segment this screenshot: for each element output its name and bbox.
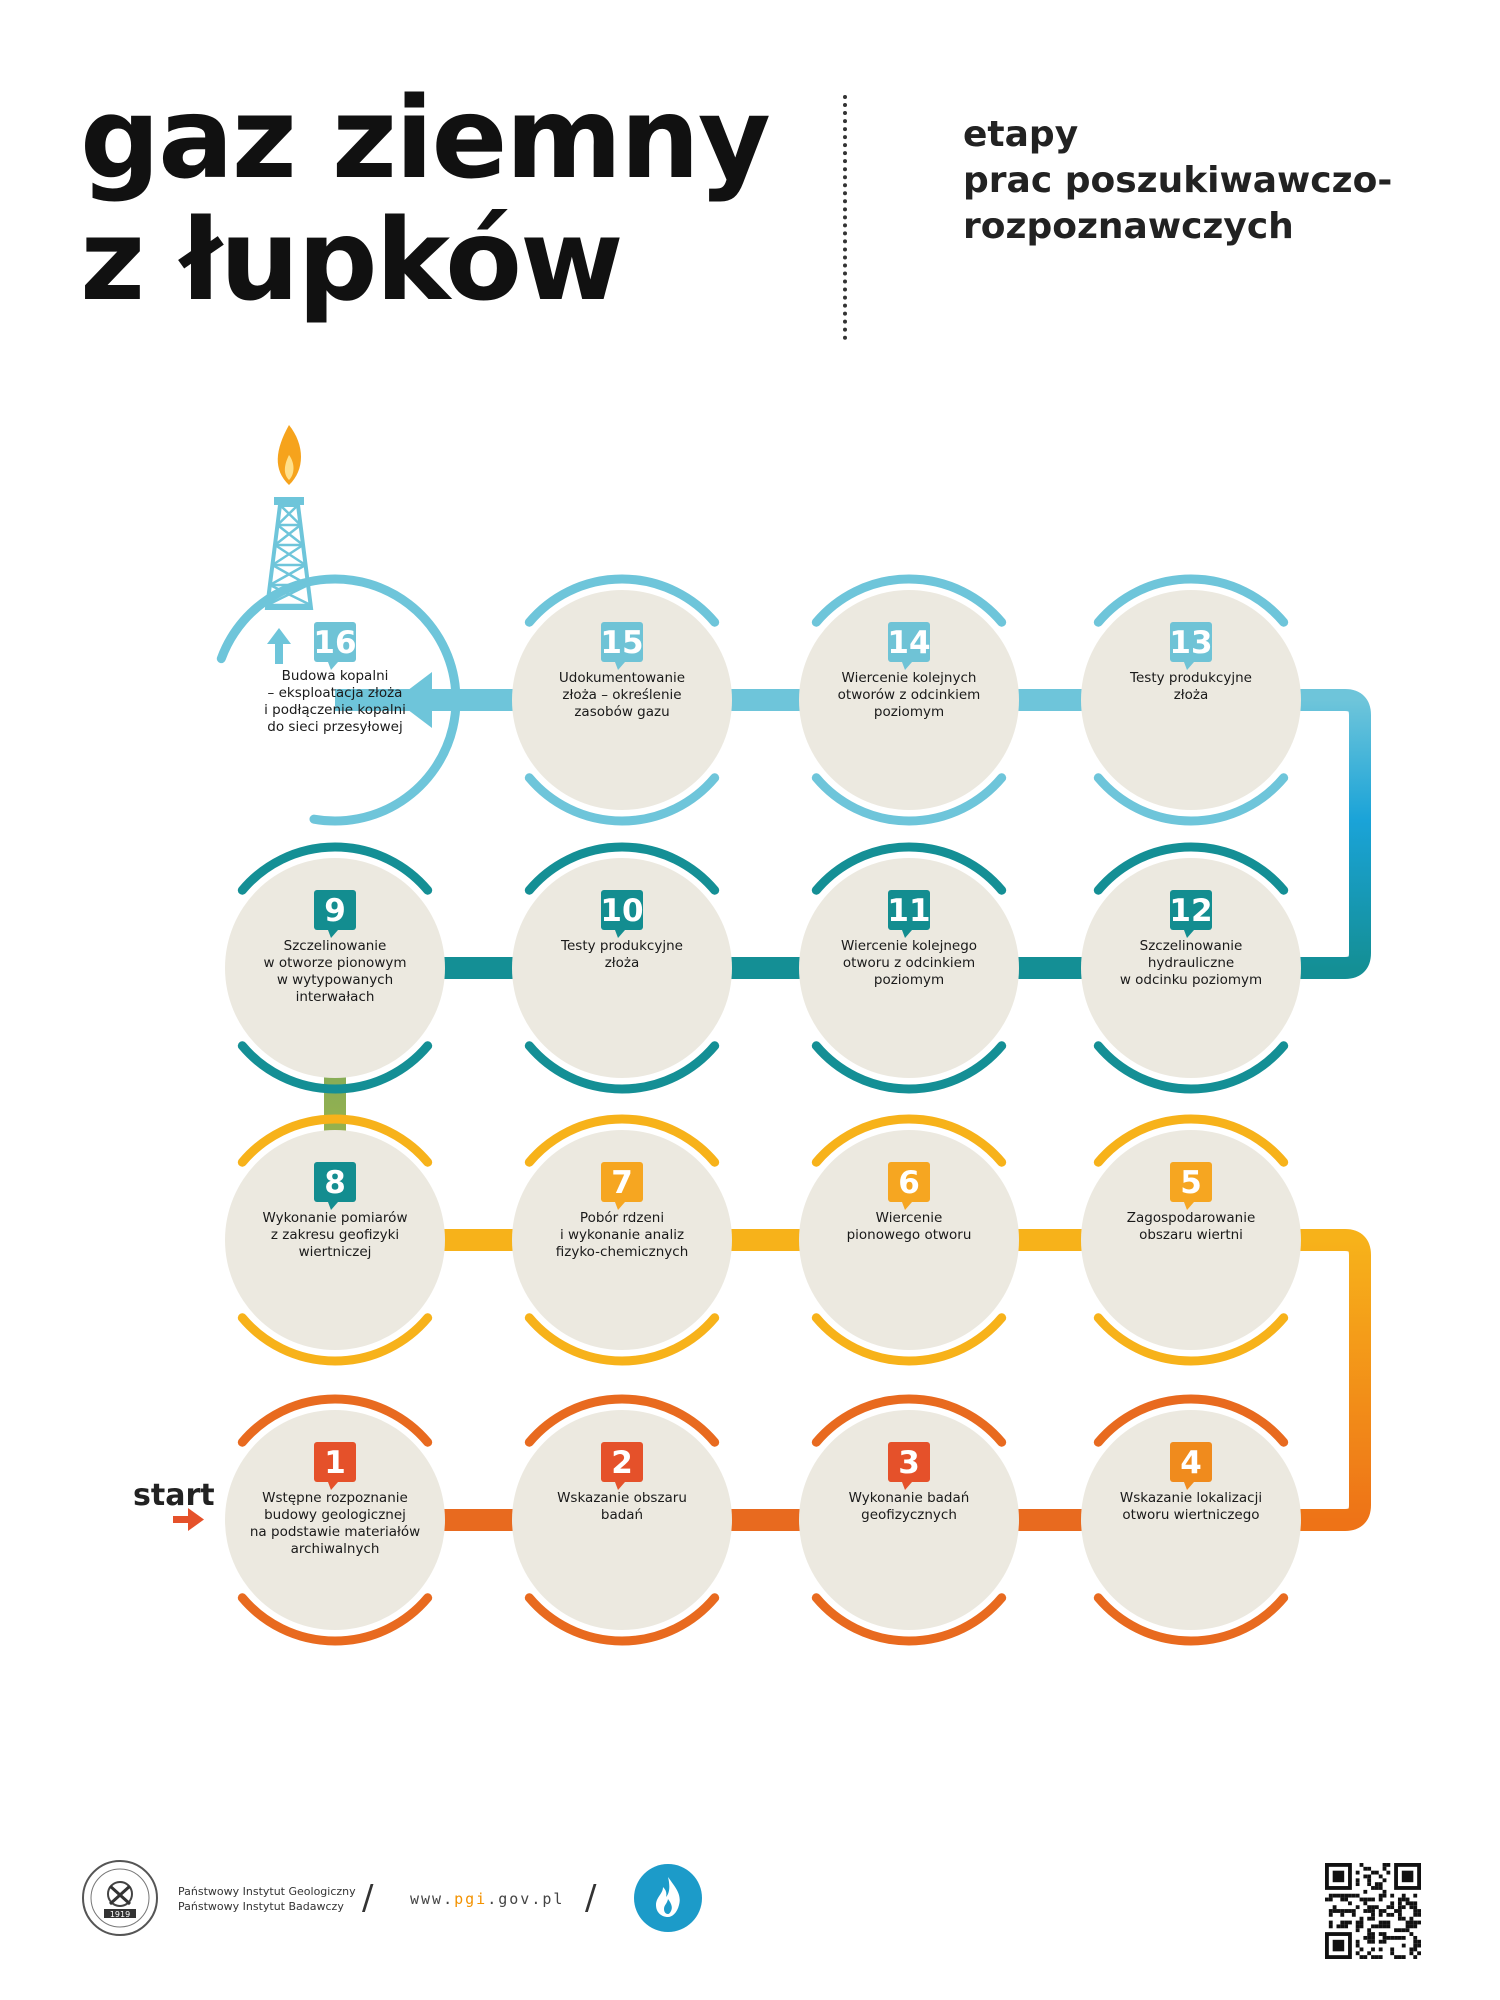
step-7-text-line: fizyko-chemicznych xyxy=(555,1244,689,1260)
step-number-11: 11 xyxy=(887,893,931,929)
gas-flame-logo xyxy=(633,1863,703,1933)
step-8-text-line: z zakresu geofizyki xyxy=(270,1227,400,1243)
step-6-text-line: Wiercenie xyxy=(875,1210,943,1226)
step-12-text-line: hydrauliczne xyxy=(1147,955,1235,971)
step-10-text-line: Testy produkcyjne xyxy=(561,938,683,954)
step-7-text-line: i wykonanie analiz xyxy=(559,1227,685,1243)
step-3 xyxy=(799,1410,1019,1630)
subtitle-line-3: rozpoznawczych xyxy=(963,206,1294,247)
step-15 xyxy=(512,590,732,810)
step-12-text-line: w odcinku poziomym xyxy=(1119,972,1263,988)
step-6-text-line: pionowego otworu xyxy=(846,1227,972,1243)
step-5 xyxy=(1081,1130,1301,1350)
step-11 xyxy=(799,858,1019,1078)
step-15-text-line: zasobów gazu xyxy=(574,704,670,720)
title-line-2: z łupków xyxy=(80,196,622,326)
step-14-text-line: Wiercenie kolejnych xyxy=(841,670,977,686)
step-number-15: 15 xyxy=(600,625,644,661)
step-number-2: 2 xyxy=(611,1445,633,1481)
step-9-text-line: w wytypowanych xyxy=(276,972,394,988)
step-4-text-line: Wskazanie lokalizacji xyxy=(1119,1490,1263,1506)
step-number-9: 9 xyxy=(324,893,346,929)
step-11-text-line: Wiercenie kolejnego xyxy=(840,938,978,954)
pgi-seal-logo xyxy=(80,1858,160,1938)
up-arrow-shaft xyxy=(275,642,283,664)
step-number-8: 8 xyxy=(324,1165,346,1201)
step-16-text-line: Budowa kopalni xyxy=(281,668,389,684)
step-3-text-line: Wykonanie badań xyxy=(848,1490,970,1506)
website-link[interactable]: www.pgi.gov.pl xyxy=(410,1890,565,1908)
row-pipe-2 xyxy=(335,1229,1191,1251)
step-4 xyxy=(1081,1410,1301,1630)
step-14 xyxy=(799,590,1019,810)
row-pipe-1 xyxy=(335,1509,1191,1531)
step-number-3: 3 xyxy=(898,1445,920,1481)
step-4-text-line: otworu wiertniczego xyxy=(1122,1507,1260,1523)
step-number-10: 10 xyxy=(600,893,644,929)
institute-line-1: Państwowy Instytut Geologiczny xyxy=(178,1885,356,1898)
step-9-text-line: interwałach xyxy=(295,989,375,1005)
step-number-16: 16 xyxy=(313,625,357,661)
step-1-text-line: budowy geologicznej xyxy=(264,1507,406,1523)
footer-separator-1: / xyxy=(362,1878,374,1918)
step-2 xyxy=(512,1410,732,1630)
step-1 xyxy=(225,1410,445,1630)
step-number-14: 14 xyxy=(887,625,931,661)
qr-code[interactable] xyxy=(1325,1863,1421,1959)
institute-name xyxy=(178,1884,356,1914)
step-12 xyxy=(1081,858,1301,1078)
step-10 xyxy=(512,858,732,1078)
step-5-text-line: obszaru wiertni xyxy=(1139,1227,1243,1243)
step-number-13: 13 xyxy=(1169,625,1213,661)
step-11-text-line: otworu z odcinkiem xyxy=(842,955,976,971)
step-7 xyxy=(512,1130,732,1350)
step-9-text-line: Szczelinowanie xyxy=(283,938,387,954)
step-number-1: 1 xyxy=(324,1445,346,1481)
step-number-7: 7 xyxy=(611,1165,633,1201)
step-9-text-line: w otworze pionowym xyxy=(263,955,407,971)
step-1-text-line: Wstępne rozpoznanie xyxy=(262,1490,408,1506)
step-9 xyxy=(225,858,445,1078)
step-13-text-line: złoża xyxy=(1173,687,1209,703)
step-1-text-line: archiwalnych xyxy=(290,1541,380,1557)
up-arrow-icon xyxy=(267,628,291,644)
step-16-text-line: – eksploatacja złoża xyxy=(267,685,403,701)
step-15-text-line: złoża – określenie xyxy=(562,687,682,703)
step-8-text-line: wiertniczej xyxy=(298,1244,372,1260)
start-label: start xyxy=(133,1478,215,1513)
step-7-text-line: Pobór rdzeni xyxy=(579,1210,665,1226)
step-10-text-line: złoża xyxy=(604,955,640,971)
step-number-5: 5 xyxy=(1180,1165,1202,1201)
step-circles xyxy=(225,590,1301,1630)
step-8-text-line: Wykonanie pomiarów xyxy=(262,1210,408,1226)
step-16-text-line: do sieci przesyłowej xyxy=(267,719,403,735)
step-1-text-line: na podstawie materiałów xyxy=(249,1524,421,1540)
subtitle-line-2: prac poszukiwawczo- xyxy=(963,160,1393,201)
step-12-text-line: Szczelinowanie xyxy=(1139,938,1243,954)
step-2-text-line: badań xyxy=(600,1507,644,1523)
step-number-6: 6 xyxy=(898,1165,920,1201)
footer-separator-2: / xyxy=(585,1878,597,1918)
row-pipe-3 xyxy=(335,957,1191,979)
step-5-text-line: Zagospodarowanie xyxy=(1126,1210,1256,1226)
subtitle-line-1: etapy xyxy=(963,114,1079,155)
step-3-text-line: geofizycznych xyxy=(861,1507,957,1523)
step-number-12: 12 xyxy=(1169,893,1213,929)
step-13 xyxy=(1081,590,1301,810)
institute-line-2: Państwowy Instytut Badawczy xyxy=(178,1900,344,1913)
step-11-text-line: poziomym xyxy=(873,972,945,988)
seal-year: 1919 xyxy=(109,1910,131,1919)
title-line-1: gaz ziemny xyxy=(80,74,769,204)
step-6 xyxy=(799,1130,1019,1350)
step-number-4: 4 xyxy=(1180,1445,1202,1481)
step-2-text-line: Wskazanie obszaru xyxy=(557,1490,687,1506)
step-15-text-line: Udokumentowanie xyxy=(558,670,686,686)
step-13-text-line: Testy produkcyjne xyxy=(1130,670,1252,686)
step-14-text-line: otworów z odcinkiem xyxy=(837,687,981,703)
step-8 xyxy=(225,1130,445,1350)
step-16-text-line: i podłączenie kopalni xyxy=(264,702,406,718)
step-14-text-line: poziomym xyxy=(873,704,945,720)
